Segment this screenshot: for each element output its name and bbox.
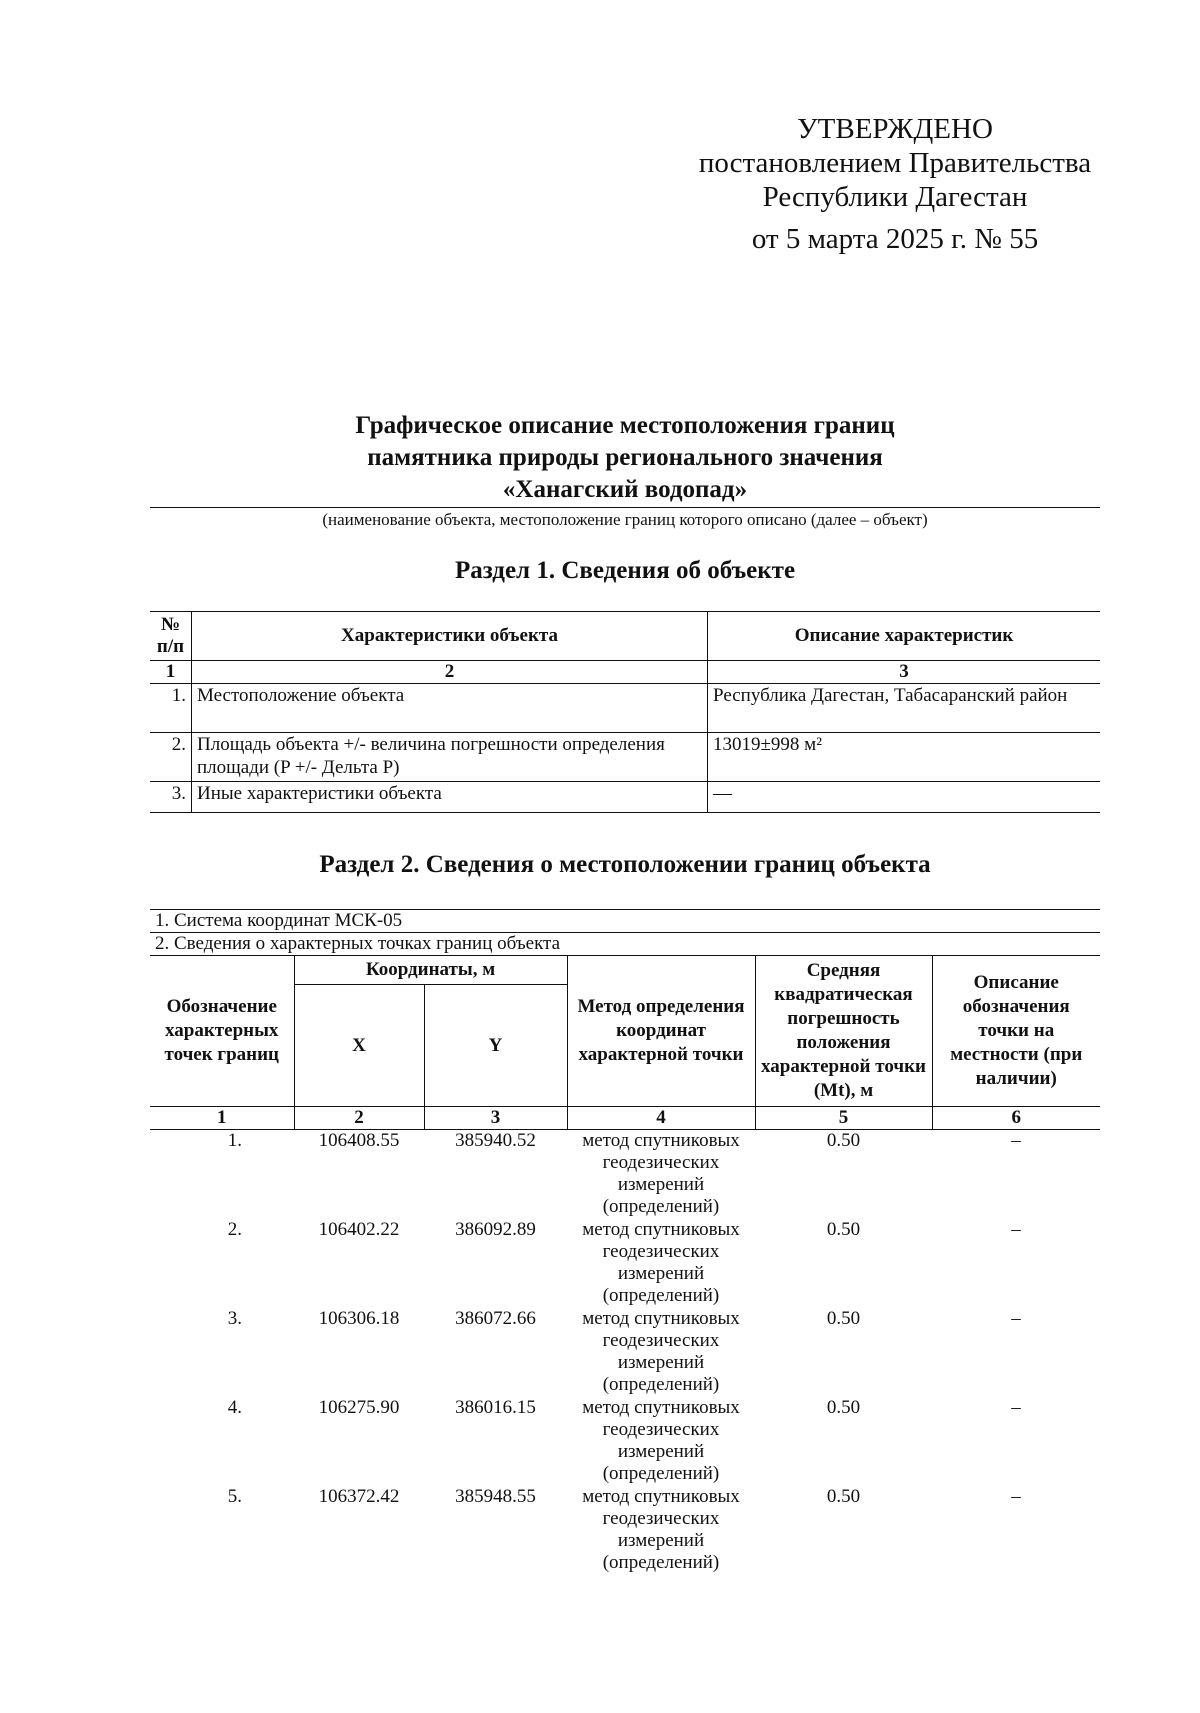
section-2-heading: Раздел 2. Сведения о местоположении границ объекта (319, 851, 931, 878)
point-number: 4. (227, 1397, 242, 1418)
column-number: 2 (192, 661, 708, 684)
title-underline (150, 507, 1100, 508)
point-description: – (1011, 1130, 1021, 1151)
header-point-description: Описание обозначения точки на местности (при наличии) (932, 956, 1100, 1107)
point-method: метод спутниковых геодезических измерений (определений) (582, 1397, 740, 1484)
column-number: 1 (150, 661, 192, 684)
table-row (150, 1486, 1100, 1575)
point-mt: 0.50 (826, 1308, 861, 1329)
title-line-1: Графическое описание местоположения границ (355, 412, 895, 439)
point-x: 106275.90 (318, 1397, 400, 1418)
point-number: 1. (227, 1130, 242, 1151)
table-row (150, 1219, 1100, 1308)
column-number: 1 (150, 1107, 294, 1130)
object-info-table (150, 611, 1100, 813)
column-number: 3 (708, 661, 1101, 684)
point-y: 386092.89 (455, 1219, 536, 1240)
point-description: – (1011, 1486, 1021, 1507)
column-number-row (150, 661, 1100, 684)
row-number: 1. (150, 684, 192, 733)
row-characteristic: Иные характеристики объекта (192, 782, 708, 813)
point-x: 106306.18 (318, 1308, 400, 1329)
approval-date: от 5 марта 2025 г. № 55 (751, 223, 1039, 255)
table-row (150, 782, 1100, 813)
coordinate-system: 1. Система координат МСК-05 (150, 910, 1100, 933)
points-caption: 2. Сведения о характерных точках границ объекта (150, 933, 1100, 956)
title-caption: (наименование объекта, местоположение границ которого описано (далее – объект) (322, 510, 928, 529)
column-number: 3 (424, 1107, 567, 1130)
point-x: 106408.55 (318, 1130, 400, 1151)
column-number: 2 (294, 1107, 424, 1130)
row-value: Республика Дагестан, Табасаранский район (708, 684, 1101, 733)
table-row (150, 1308, 1100, 1397)
point-y: 385940.52 (455, 1130, 536, 1151)
title-line-2: памятника природы регионального значения (367, 444, 883, 471)
point-mt: 0.50 (826, 1130, 861, 1151)
point-description: – (1011, 1397, 1021, 1418)
point-number: 3. (227, 1308, 242, 1329)
header-coordinates: Координаты, м (294, 956, 567, 985)
header-description: Описание характеристик (708, 612, 1101, 661)
approval-line-2: постановлением Правительства (698, 147, 1092, 179)
table-row (150, 1130, 1100, 1220)
row-number: 2. (150, 733, 192, 782)
row-value: 13019±998 м² (708, 733, 1101, 782)
point-method: метод спутниковых геодезических измерений (определений) (582, 1486, 740, 1573)
document-title (150, 410, 1100, 506)
point-mt: 0.50 (826, 1219, 861, 1240)
approval-title: УТВЕРЖДЕНО (797, 113, 993, 145)
point-y: 385948.55 (455, 1486, 536, 1507)
title-line-3: «Ханагский водопад» (502, 476, 748, 503)
point-y: 386072.66 (455, 1308, 536, 1329)
table-header-row (150, 612, 1100, 661)
column-number: 6 (932, 1107, 1100, 1130)
row-characteristic: Местоположение объекта (192, 684, 708, 733)
header-designation: Обозначение характерных точек границ (150, 956, 294, 1107)
point-method: метод спутниковых геодезических измерений (определений) (582, 1219, 740, 1306)
point-x: 106372.42 (318, 1486, 400, 1507)
point-method: метод спутниковых геодезических измерений (определений) (582, 1130, 740, 1217)
point-y: 386016.15 (455, 1397, 536, 1418)
point-description: – (1011, 1308, 1021, 1329)
table-row (150, 1397, 1100, 1486)
point-number: 5. (227, 1486, 242, 1507)
table-header-row (150, 956, 1100, 985)
table-row (150, 684, 1100, 733)
row-characteristic: Площадь объекта +/- величина погрешности определения площади (P +/- Дельта P) (192, 733, 708, 782)
section-1-heading: Раздел 1. Сведения об объекте (454, 557, 796, 584)
point-mt: 0.50 (826, 1397, 861, 1418)
row-value: — (708, 782, 1101, 813)
row-number: 3. (150, 782, 192, 813)
header-error: Средняя квадратическая погрешность положения характерной точки (Mt), м (755, 956, 932, 1107)
approval-line-3: Республики Дагестан (762, 181, 1028, 213)
point-number: 2. (227, 1219, 242, 1240)
point-description: – (1011, 1219, 1021, 1240)
header-method: Метод определения координат характерной точки (567, 956, 755, 1107)
column-number: 4 (567, 1107, 755, 1130)
point-method: метод спутниковых геодезических измерений (определений) (582, 1308, 740, 1395)
header-x: X (294, 985, 424, 1107)
column-number: 5 (755, 1107, 932, 1130)
table-row (150, 733, 1100, 782)
header-number: № п/п (150, 612, 192, 661)
header-y: Y (488, 1034, 503, 1056)
header-characteristics: Характеристики объекта (192, 612, 708, 661)
approval-stamp (680, 112, 1110, 256)
boundary-points-table (150, 909, 1100, 1575)
column-number-row (150, 1107, 1100, 1130)
point-mt: 0.50 (826, 1486, 861, 1507)
point-x: 106402.22 (318, 1219, 400, 1240)
